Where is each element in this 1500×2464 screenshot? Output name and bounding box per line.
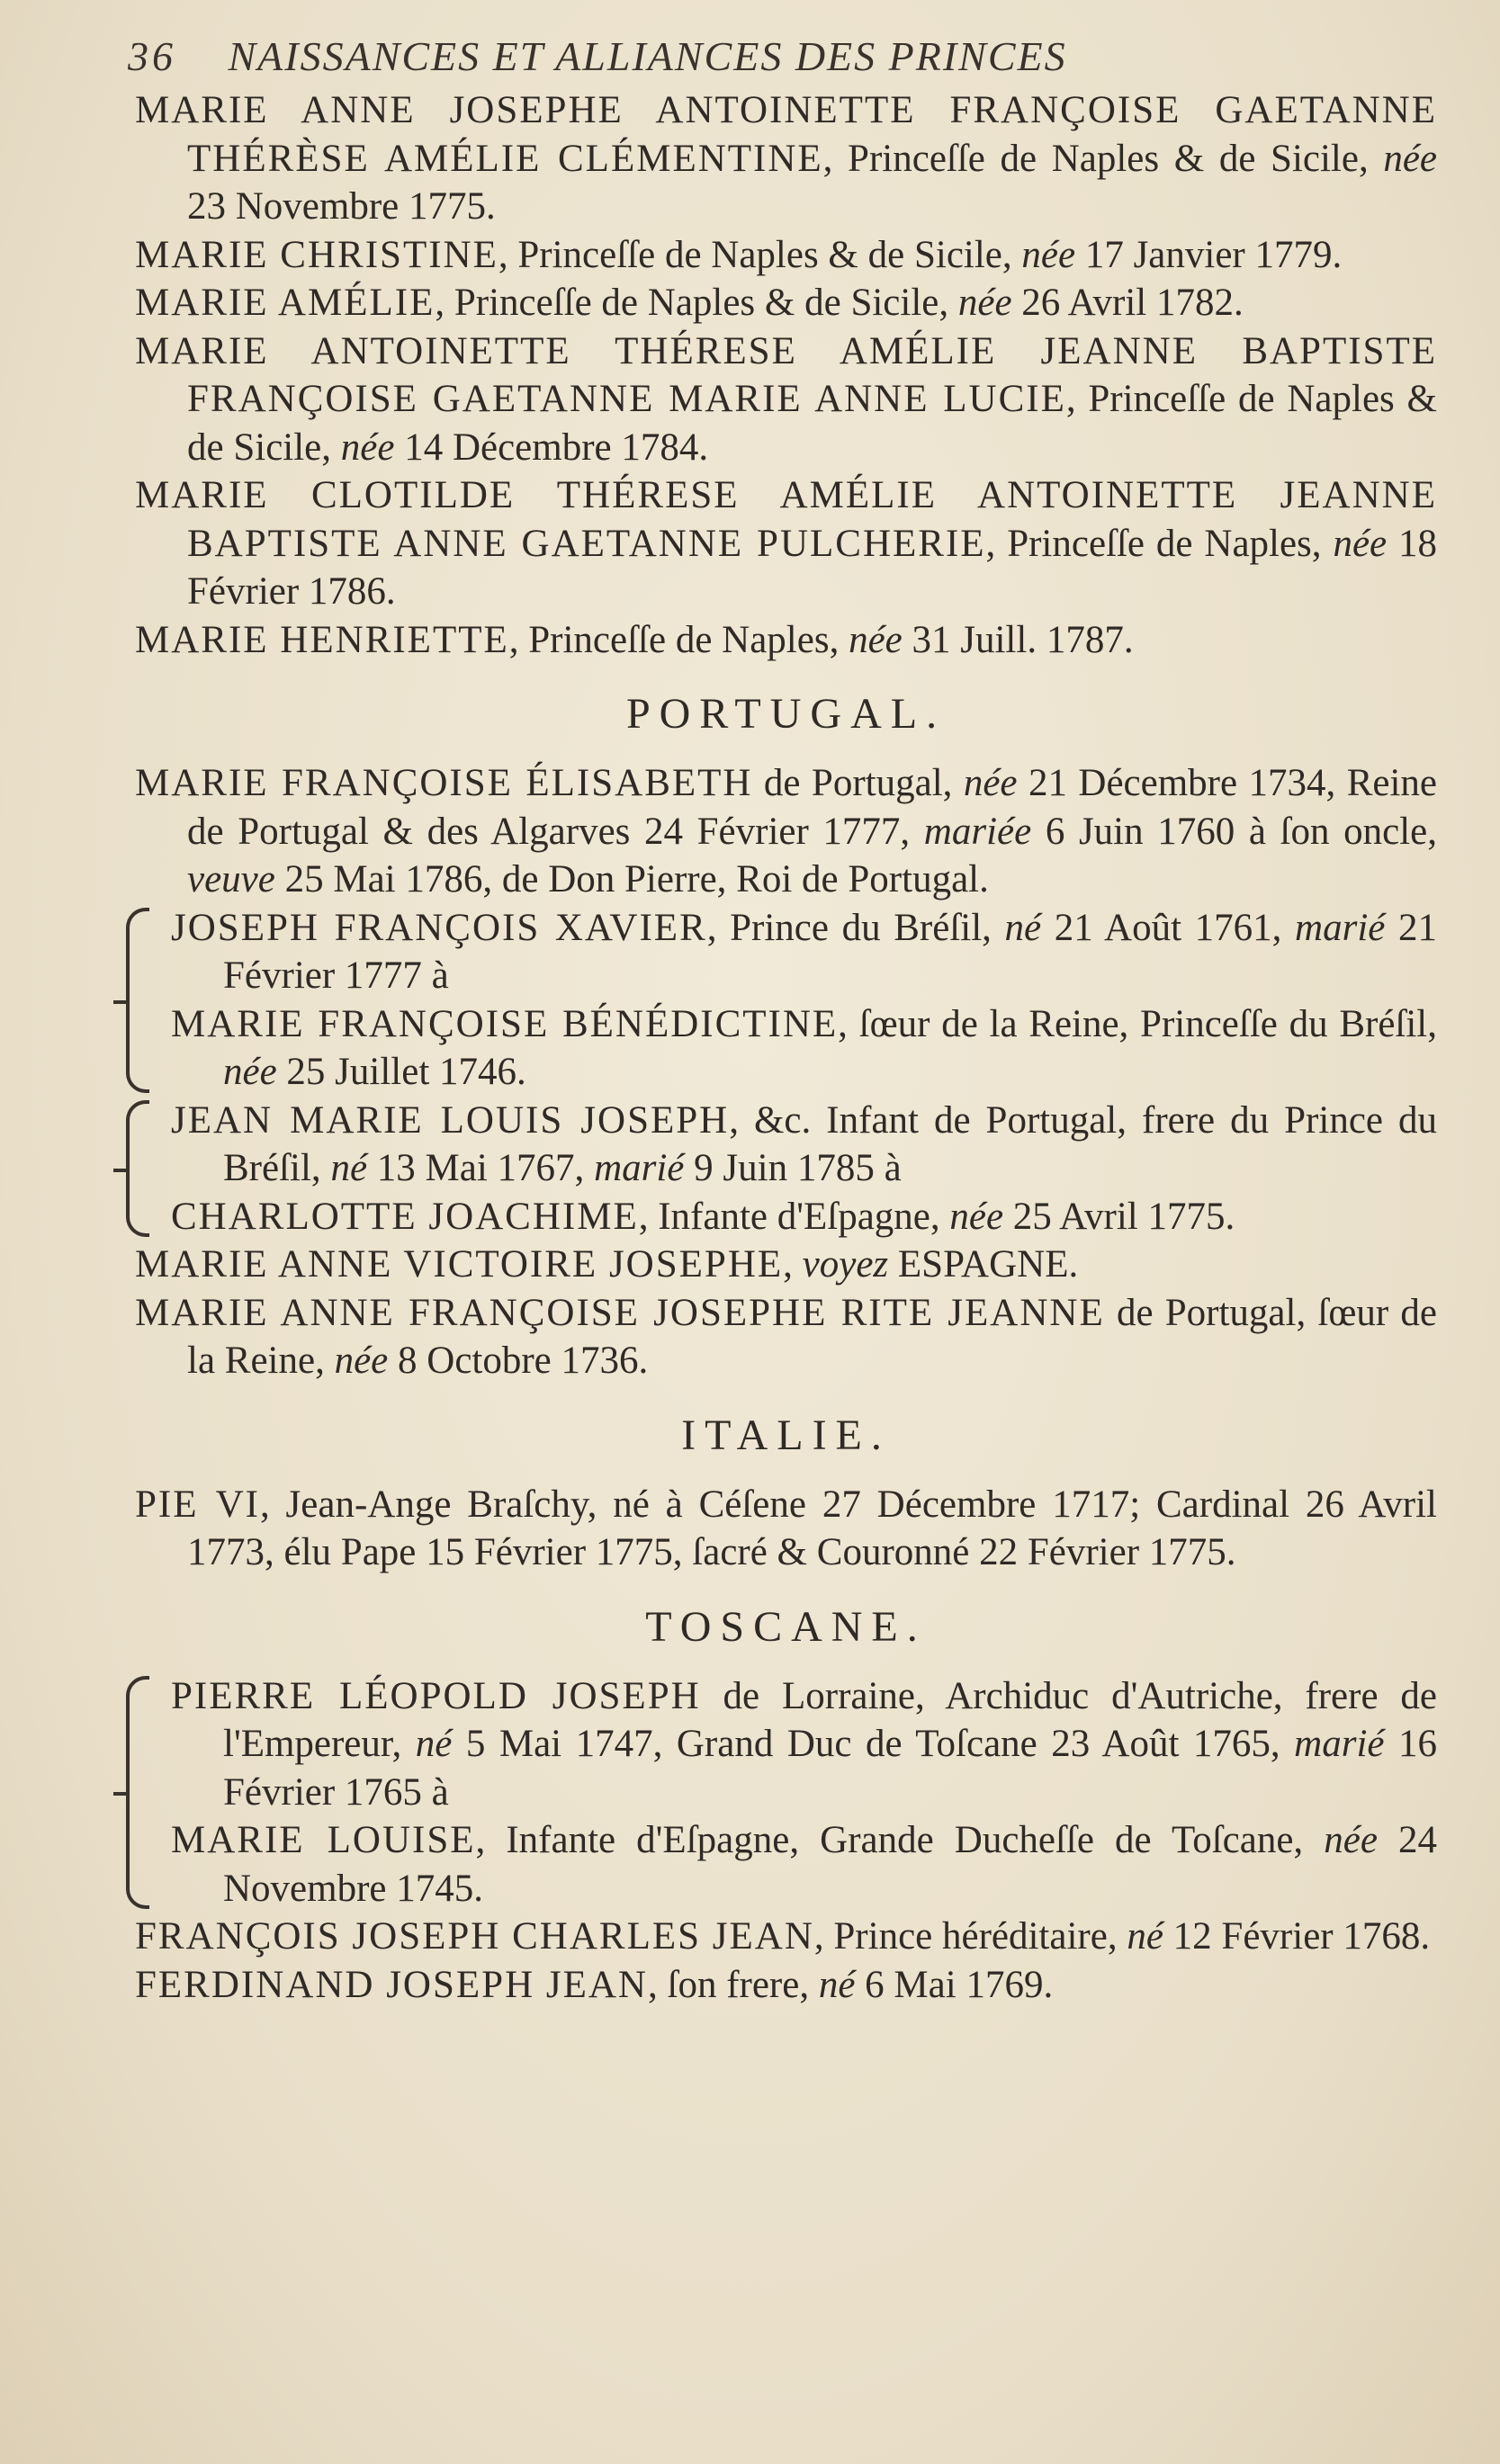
running-header [128,27,1437,86]
person-name: PIE VI [135,1483,260,1526]
queen-entry: MARIE FRANÇOISE ÉLISABETH de Portugal, née 21 Décembre 1734, Reine de Portugal & des Algarves 24 Février 1777, mariée 6 Juin 1760 à ſon oncle, veuve 25 Mai 1786, de Don Pierre, Roi de Portugal. [135,762,1437,900]
person-name: MARIE LOUISE [171,1819,476,1861]
person-name: MARIE CLOTILDE THÉRESE AMÉLIE ANTOINETTE JEANNE BAPTISTE ANNE GAETANNE PULCHERIE [135,474,1437,565]
person-name: MARIE HENRIETTE [135,618,509,661]
naples-entry: MARIE AMÉLIE, Princeſſe de Naples & de Sicile, née 26 Avril 1782. [135,282,1244,324]
person-name: JEAN MARIE LOUIS JOSEPH [171,1098,730,1142]
naples-entry: MARIE ANTOINETTE THÉRESE AMÉLIE JEANNE BAPTISTE FRANÇOISE GAETANNE MARIE ANNE LUCIE, Princeſſe de Naples & de Sicile, née 14 Décembre 1784. [135,329,1437,469]
person-name: MARIE FRANÇOISE BÉNÉDICTINE [171,1002,839,1045]
person-name: PIERRE LÉOPOLD JOSEPH [171,1674,701,1717]
section-heading-portugal: PORTUGAL. [625,690,947,738]
person-name: MARIE CHRISTINE [135,233,499,276]
cross-reference-entry: MARIE ANNE VICTOIRE JOSEPHE, voyez ESPAGNE. [135,1243,1079,1286]
section-heading-italie: ITALIE. [681,1411,891,1459]
person-name: FRANÇOIS JOSEPH CHARLES JEAN [135,1915,814,1958]
naples-entry: MARIE HENRIETTE, Princeſſe de Naples, née 31 Juill. 1787. [135,618,1134,661]
person-name: MARIE ANNE VICTOIRE JOSEPHE [135,1243,784,1286]
prince-entry: JOSEPH FRANÇOIS XAVIER, Prince du Bréſil, né 21 Août 1761, marié 21 Février 1777 à [171,906,1437,997]
naples-entry: MARIE ANNE JOSEPHE ANTOINETTE FRANÇOISE GAETANNE THÉRÈSE AMÉLIE CLÉMENTINE, Princeſſe de Naples & de Sicile, née 23 Novembre 1775. [135,89,1437,228]
marriage-brace-group [135,1097,1437,1241]
page-number: 36 [128,33,176,79]
section-heading-toscane: TOSCANE. [645,1602,927,1651]
brace-bracket [126,1676,149,1910]
person-name: MARIE AMÉLIE [135,282,436,324]
spouse-entry: MARIE LOUISE, Infante d'Eſpagne, Grande Ducheſſe de Toſcane, née 24 Novembre 1745. [171,1819,1437,1910]
sister-entry: MARIE ANNE FRANÇOISE JOSEPHE RITE JEANNE de Portugal, ſœur de la Reine, née 8 Octobre 1736. [135,1291,1438,1382]
person-name: MARIE ANNE JOSEPHE ANTOINETTE FRANÇOISE GAETANNE THÉRÈSE AMÉLIE CLÉMENTINE [135,89,1437,180]
infant-entry: JEAN MARIE LOUIS JOSEPH, &c. Infant de Portugal, frere du Prince du Bréſil, né 13 Mai 1767, marié 9 Juin 1785 à [171,1098,1437,1189]
naples-entry: MARIE CLOTILDE THÉRESE AMÉLIE ANTOINETTE JEANNE BAPTISTE ANNE GAETANNE PULCHERIE, Princeſſe de Naples, née 18 Février 1786. [135,474,1438,613]
naples-entry: MARIE CHRISTINE, Princeſſe de Naples & de Sicile, née 17 Janvier 1779. [135,233,1343,276]
brother-entry: FERDINAND JOSEPH JEAN, ſon frere, né 6 Mai 1769. [135,1963,1054,2006]
person-name: MARIE ANTOINETTE THÉRESE AMÉLIE JEANNE BAPTISTE FRANÇOISE GAETANNE MARIE ANNE LUCIE [135,329,1437,420]
marriage-brace-group [135,904,1437,1097]
spouse-entry: CHARLOTTE JOACHIME, Infante d'Eſpagne, née 25 Avril 1775. [171,1195,1235,1238]
person-name: FERDINAND JOSEPH JEAN [135,1963,648,2006]
running-title: NAISSANCES ET ALLIANCES DES PRINCES [228,33,1067,79]
grand-duke-entry: PIERRE LÉOPOLD JOSEPH de Lorraine, Archiduc d'Autriche, frere de l'Empereur, né 5 Mai 1747, Grand Duc de Toſcane 23 Août 1765, marié 16 Février 1765 à [171,1674,1438,1814]
marriage-brace-group [135,1672,1437,1913]
brace-bracket [126,908,149,1093]
brace-bracket [126,1100,149,1238]
person-name: MARIE ANNE FRANÇOISE JOSEPHE RITE JEANNE [135,1291,1105,1334]
pope-entry: PIE VI, Jean-Ange Braſchy, né à Céſene 27 Décembre 1717; Cardinal 26 Avril 1773, élu Pape 15 Février 1775, ſacré & Couronné 22 Février 1775. [135,1483,1437,1573]
person-name: CHARLOTTE JOACHIME [171,1195,639,1238]
heir-entry: FRANÇOIS JOSEPH CHARLES JEAN, Prince héréditaire, né 12 Février 1768. [135,1915,1431,1958]
spouse-entry: MARIE FRANÇOISE BÉNÉDICTINE, ſœur de la Reine, Princeſſe du Bréſil, née 25 Juillet 1746. [171,1002,1437,1093]
person-name: JOSEPH FRANÇOIS XAVIER [171,906,707,949]
person-name: MARIE FRANÇOISE ÉLISABETH [135,762,753,804]
